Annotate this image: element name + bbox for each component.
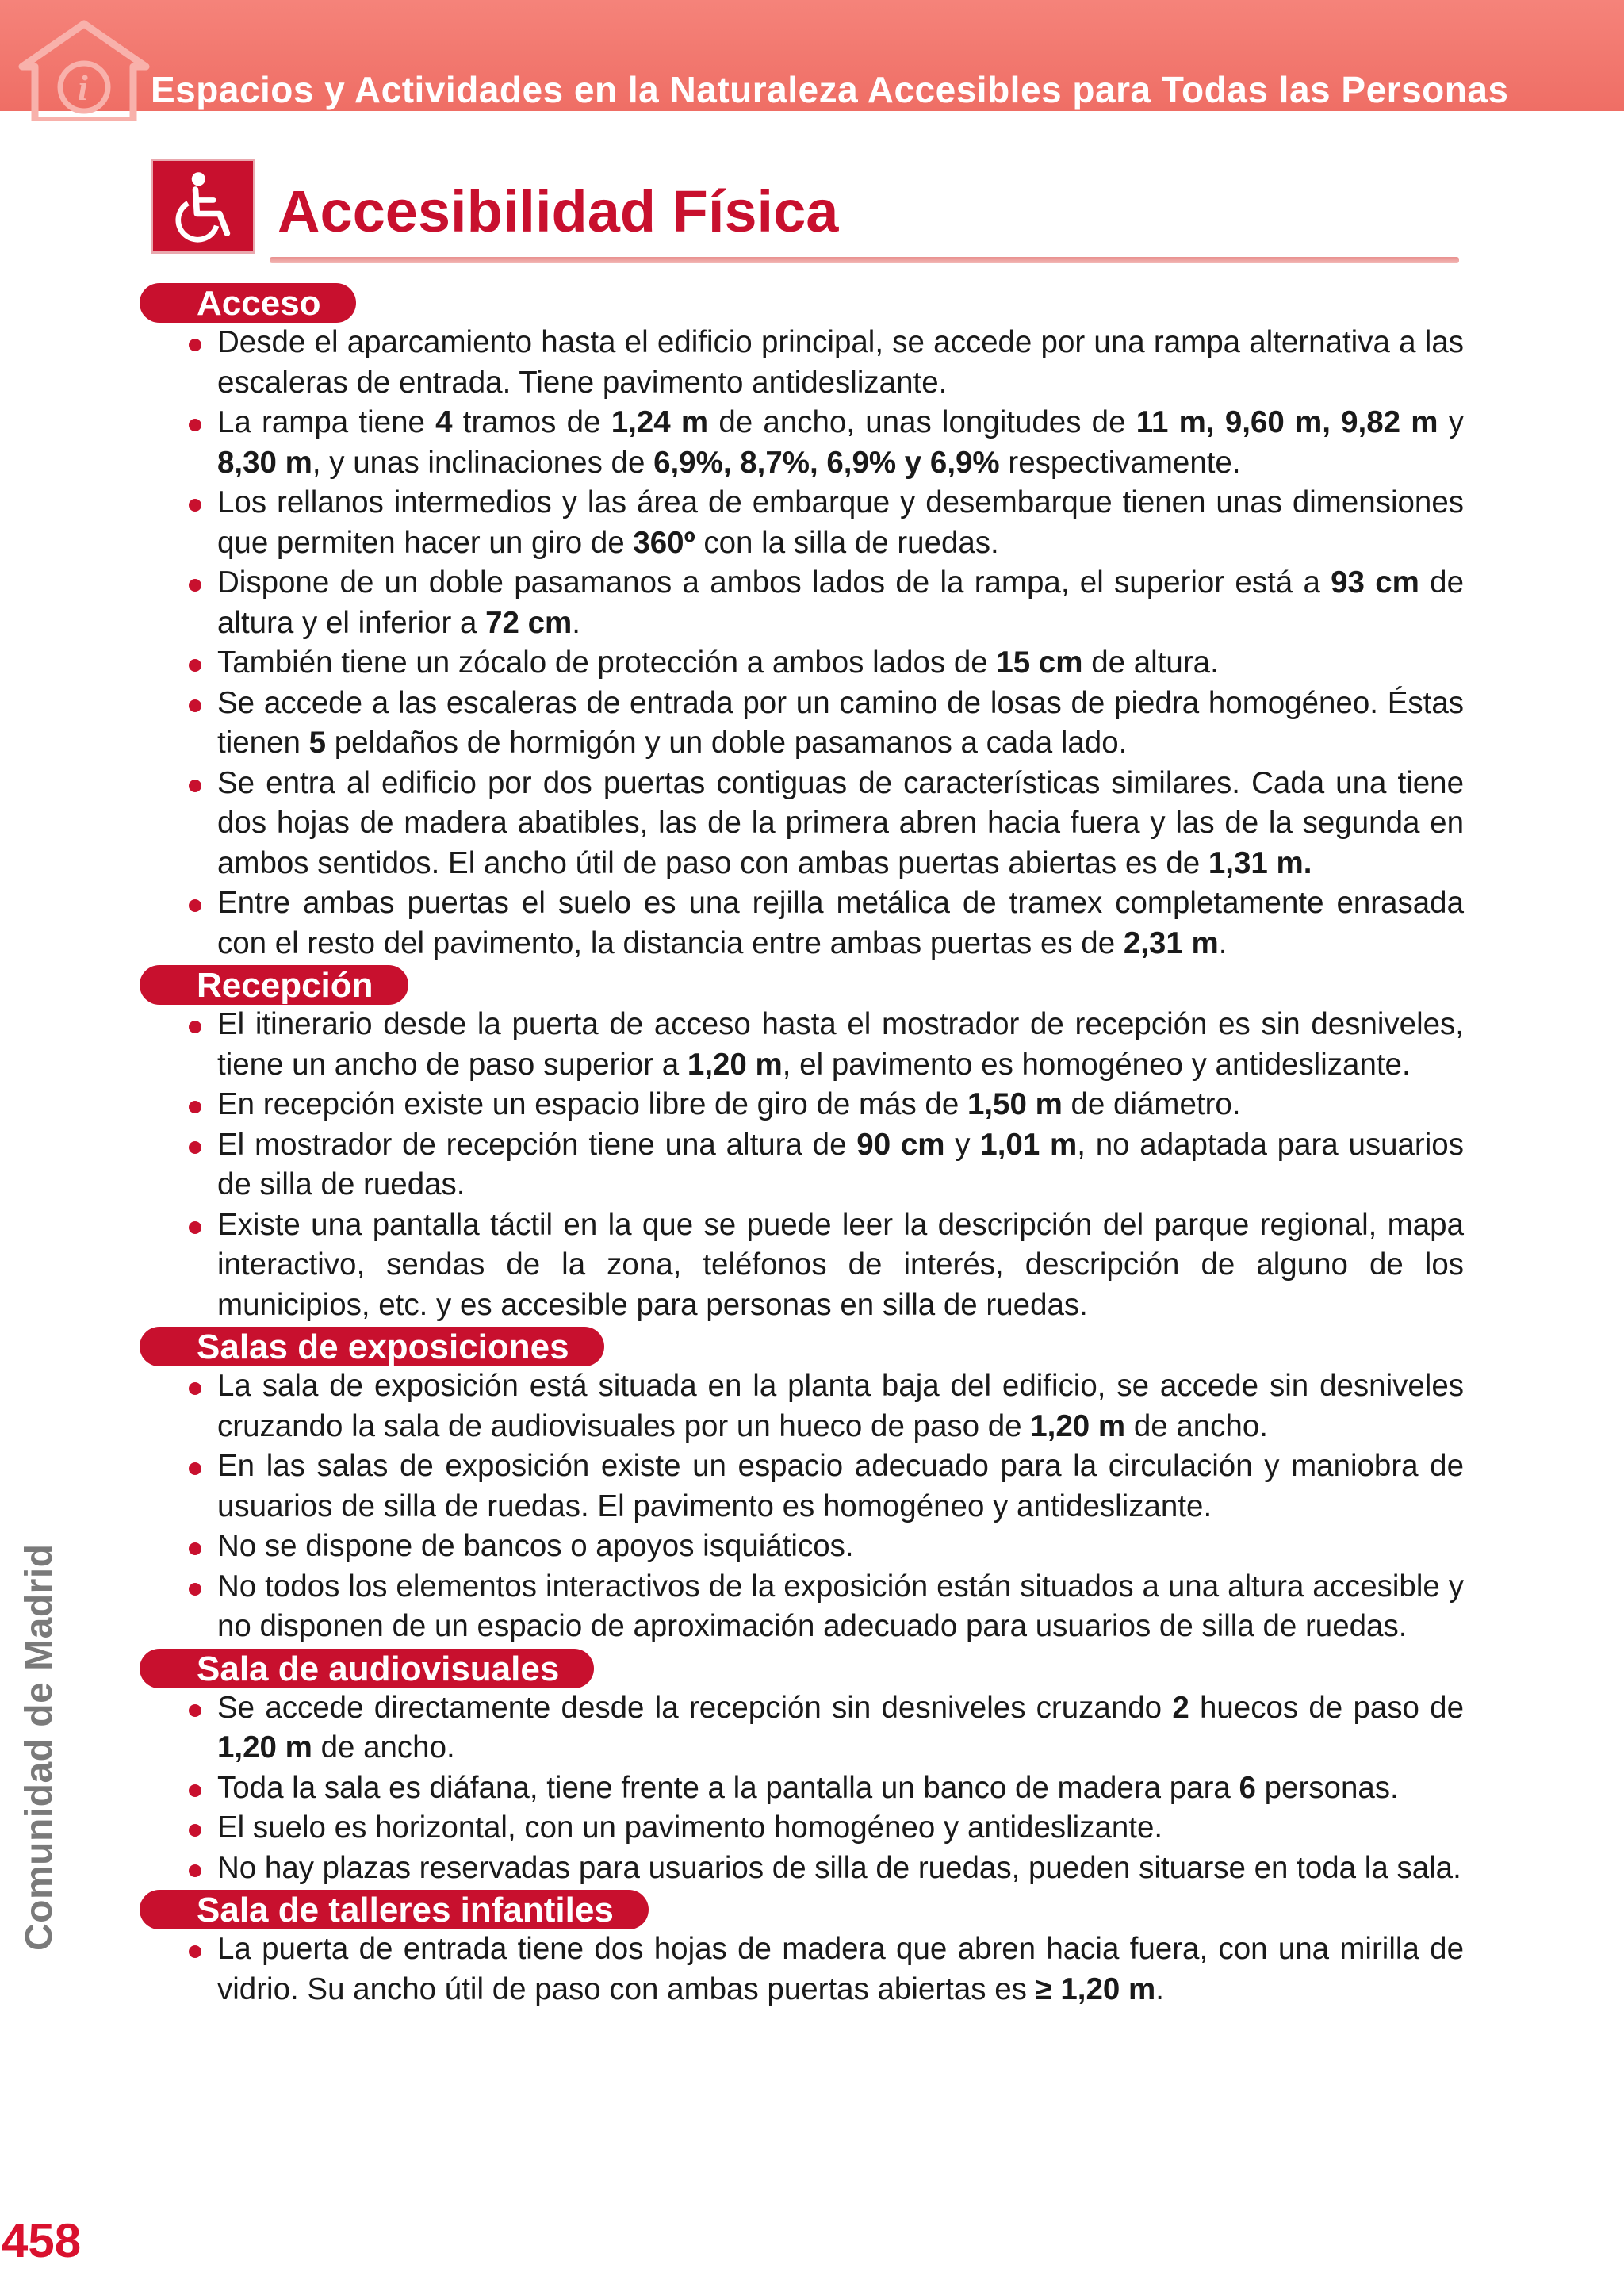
bullet-icon (189, 1784, 201, 1797)
bullet-list (140, 1366, 1464, 1647)
section-heading: Sala de audiovisuales (140, 1649, 594, 1688)
emphasis-value: 6 (1239, 1770, 1256, 1805)
wheelchair-icon (151, 159, 255, 254)
list-item: Toda la sala es diáfana, tiene frente a la pantalla un banco de madera para 6 personas. (140, 1768, 1464, 1809)
bullet-icon (189, 659, 201, 672)
bullet-icon (189, 1462, 201, 1475)
svg-text:i: i (78, 67, 88, 108)
section-group (140, 964, 1464, 1325)
emphasis-value: 360º (633, 525, 695, 560)
list-item: No se dispone de bancos o apoyos isquiáticos. (140, 1527, 1464, 1567)
list-item: El mostrador de recepción tiene una altura de 90 cm y 1,01 m, no adaptada para usuarios de silla de ruedas. (140, 1125, 1464, 1205)
page-number: 458 (2, 2214, 82, 2267)
bullet-icon (189, 699, 201, 712)
list-item: Se accede a las escaleras de entrada por un camino de losas de piedra homogéneo. Éstas tienen 5 peldaños de hormigón y un doble pasamanos a cada lado. (140, 684, 1464, 764)
header-title: Espacios y Actividades en la Naturaleza Accesibles para Todas las Personas (151, 69, 1509, 110)
bullet-icon (189, 1021, 201, 1033)
emphasis-value: 1,24 m (611, 405, 709, 439)
emphasis-value: 90 cm (856, 1127, 945, 1162)
bullet-icon (189, 339, 201, 351)
emphasis-value: 1,01 m (980, 1127, 1078, 1162)
emphasis-value: 72 cm (485, 605, 573, 640)
emphasis-value: 1,31 m. (1208, 845, 1312, 880)
emphasis-value: 8,30 m (217, 445, 312, 480)
emphasis-value: 2 (1172, 1690, 1189, 1725)
emphasis-value: 2,31 m (1123, 925, 1219, 960)
section-group (140, 1888, 1464, 2010)
bullet-icon (189, 1221, 201, 1234)
emphasis-value: 1,20 m (217, 1730, 312, 1764)
emphasis-value: 93 cm (1331, 565, 1419, 600)
list-item: No todos los elementos interactivos de la exposición están situados a una altura accesible y no disponen de un espacio de aproximación adecuado para usuarios de silla de ruedas. (140, 1567, 1464, 1647)
emphasis-value: 15 cm (996, 646, 1083, 680)
emphasis-value: 1,20 m (1030, 1408, 1126, 1443)
list-item: La puerta de entrada tiene dos hojas de madera que abren hacia fuera, con una mirilla de vidrio. Su ancho útil de paso con ambas puertas abiertas es ≥ 1,20 m. (140, 1929, 1464, 2010)
list-item: También tiene un zócalo de protección a ambos lados de 15 cm de altura. (140, 643, 1464, 684)
title-divider (270, 257, 1459, 263)
list-item: El suelo es horizontal, con un pavimento homogéneo y antideslizante. (140, 1808, 1464, 1849)
section-group (140, 1325, 1464, 1647)
bullet-icon (189, 1101, 201, 1113)
emphasis-value: 1,20 m (687, 1047, 783, 1082)
section-heading: Sala de talleres infantiles (140, 1890, 649, 1929)
list-item: En las salas de exposición existe un espacio adecuado para la circulación y maniobra de usuarios de silla de ruedas. El pavimento es homogéneo y antideslizante. (140, 1446, 1464, 1527)
list-item: La sala de exposición está situada en la planta baja del edificio, se accede sin desniveles cruzando la sala de audiovisuales por un hueco de paso de 1,20 m de ancho. (140, 1366, 1464, 1446)
list-item: Se accede directamente desde la recepción sin desniveles cruzando 2 huecos de paso de 1,20 m de ancho. (140, 1688, 1464, 1768)
bullet-icon (189, 1704, 201, 1717)
bullet-icon (189, 1824, 201, 1837)
bullet-icon (189, 899, 201, 912)
list-item: El itinerario desde la puerta de acceso hasta el mostrador de recepción es sin desniveles, tiene un ancho de paso superior a 1,20 m, el pavimento es homogéneo y antideslizante. (140, 1005, 1464, 1085)
emphasis-value: 5 (308, 726, 327, 760)
bullet-icon (189, 1542, 201, 1555)
list-item: No hay plazas reservadas para usuarios de silla de ruedas, pueden situarse en toda la sala. (140, 1849, 1464, 1889)
bullet-list (140, 1688, 1464, 1889)
list-item: Los rellanos intermedios y las área de embarque y desembarque tienen unas dimensiones que permiten hacer un giro de 360º con la silla de ruedas. (140, 483, 1464, 563)
bullet-list (140, 1929, 1464, 2010)
emphasis-value: 11 m, 9,60 m, 9,82 m (1136, 405, 1438, 439)
side-label: Comunidad de Madrid (18, 1543, 60, 1951)
emphasis-value: 1,50 m (967, 1087, 1063, 1121)
bullet-icon (189, 1583, 201, 1596)
house-info-icon (14, 17, 157, 121)
bullet-icon (189, 1141, 201, 1154)
bullet-icon (189, 780, 201, 792)
emphasis-value: 4 (435, 405, 453, 439)
section-heading: Recepción (140, 965, 408, 1005)
list-item: Se entra al edificio por dos puertas contiguas de características similares. Cada una tiene dos hojas de madera abatibles, las de la primera abren hacia fuera y las de la segunda en ambos sentidos. El ancho útil de paso con ambas puertas abiertas es de 1,31 m. (140, 764, 1464, 884)
list-item: Desde el aparcamiento hasta el edificio principal, se accede por una rampa alternativa a las escaleras de entrada. Tiene pavimento antideslizante. (140, 323, 1464, 403)
list-item: Existe una pantalla táctil en la que se puede leer la descripción del parque regional, mapa interactivo, sendas de la zona, teléfonos de interés, descripción de alguno de los municipios, etc. y es accesible para personas en silla de ruedas. (140, 1205, 1464, 1326)
list-item: Dispone de un doble pasamanos a ambos lados de la rampa, el superior está a 93 cm de altura y el inferior a 72 cm. (140, 563, 1464, 643)
list-item: En recepción existe un espacio libre de giro de más de 1,50 m de diámetro. (140, 1085, 1464, 1125)
bullet-list (140, 323, 1464, 964)
list-item: La rampa tiene 4 tramos de 1,24 m de ancho, unas longitudes de 11 m, 9,60 m, 9,82 m y 8,30 m, y unas inclinaciones de 6,9%, 8,7%, 6,9% y 6,9% respectivamente. (140, 403, 1464, 483)
bullet-icon (189, 499, 201, 512)
bullet-icon (189, 1382, 201, 1395)
section-heading: Acceso (140, 283, 356, 323)
bullet-list (140, 1005, 1464, 1325)
content-area (140, 282, 1464, 2010)
section-group (140, 1647, 1464, 1889)
section-heading: Salas de exposiciones (140, 1327, 604, 1366)
bullet-icon (189, 579, 201, 592)
bullet-icon (189, 419, 201, 431)
list-item: Entre ambas puertas el suelo es una rejilla metálica de tramex completamente enrasada con el resto del pavimento, la distancia entre ambas puertas es de 2,31 m. (140, 883, 1464, 964)
bullet-icon (189, 1864, 201, 1877)
emphasis-value: 6,9%, 8,7%, 6,9% y 6,9% (653, 445, 1000, 480)
section-group (140, 282, 1464, 964)
emphasis-value: ≥ 1,20 m (1035, 1971, 1156, 2006)
section-title: Accesibilidad Física (278, 178, 839, 244)
bullet-icon (189, 1945, 201, 1958)
